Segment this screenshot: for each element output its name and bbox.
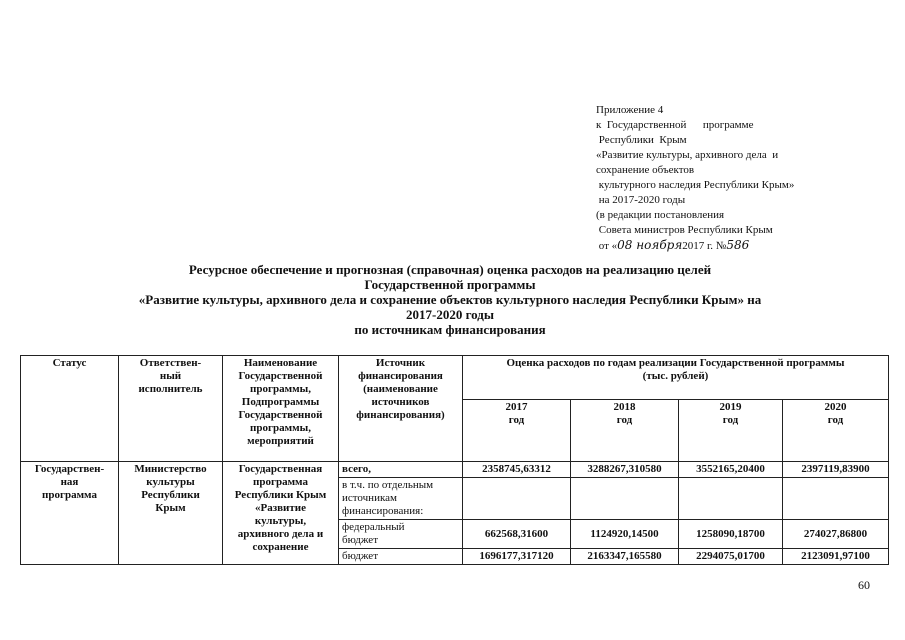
appendix-line: к Государственной программе: [596, 119, 754, 131]
appendix-line: «Развитие культуры, архивного дела и: [596, 149, 779, 161]
value-cell: 3288267,310580: [571, 462, 679, 478]
appendix-line: культурного наследия Республики Крым»: [596, 179, 795, 191]
row-executor: Министерство культуры Республики Крым: [119, 462, 223, 565]
value-cell: 1124920,14500: [571, 520, 679, 549]
handwritten-date: 08 ноября: [617, 238, 683, 252]
appendix-line: Совета министров Республики Крым: [596, 224, 773, 236]
row-name: Государственная программа Республики Крым «Развитие культуры, архивного дела и сохранение: [223, 462, 339, 565]
appendix-date-line: от «08 ноября2017 г. №586: [596, 238, 750, 252]
header-status: Статус: [21, 356, 119, 462]
value-cell: [679, 478, 783, 520]
appendix-block: [596, 103, 896, 254]
header-source: Источник финансирования (наименование источников финансирования): [339, 356, 463, 462]
value-cell: 2123091,97100: [783, 549, 889, 565]
title-line: 2017-2020 годы: [405, 307, 494, 322]
header-year-2018: 2018 год: [571, 400, 679, 462]
value-cell: [571, 478, 679, 520]
value-cell: 1696177,317120: [463, 549, 571, 565]
source-label: в т.ч. по отдельным источникам финансирования:: [339, 478, 463, 520]
title-line: «Развитие культуры, архивного дела и сохранение объектов культурного наследия Республики Крым» на: [138, 292, 762, 307]
appendix-line: Приложение 4: [596, 104, 664, 116]
header-executor: Ответствен- ный исполнитель: [119, 356, 223, 462]
header-name: Наименование Государственной программы, Подпрограммы Государственной программы, мероприятий: [223, 356, 339, 462]
header-estimate: Оценка расходов по годам реализации Государственной программы (тыс. рублей): [463, 356, 889, 400]
value-cell: 3552165,20400: [679, 462, 783, 478]
appendix-line: (в редакции постановления: [596, 209, 725, 221]
handwritten-number: 586: [726, 238, 750, 252]
header-year-2019: 2019 год: [679, 400, 783, 462]
document-title: [90, 262, 810, 337]
source-label: всего,: [339, 462, 463, 478]
value-cell: 2163347,165580: [571, 549, 679, 565]
appendix-line: на 2017-2020 годы: [596, 194, 686, 206]
value-cell: 662568,31600: [463, 520, 571, 549]
header-year-2020: 2020 год: [783, 400, 889, 462]
value-cell: 2294075,01700: [679, 549, 783, 565]
title-line: Ресурсное обеспечение и прогнозная (справочная) оценка расходов на реализацию целей: [188, 262, 712, 277]
title-line: по источникам финансирования: [354, 322, 546, 337]
value-cell: 1258090,18700: [679, 520, 783, 549]
value-cell: 2397119,83900: [783, 462, 889, 478]
appendix-line: сохранение объектов: [596, 164, 695, 176]
resource-table: [20, 355, 889, 565]
appendix-line: Республики Крым: [596, 134, 687, 146]
value-cell: 2358745,63312: [463, 462, 571, 478]
source-label: бюджет: [339, 549, 463, 565]
value-cell: 274027,86800: [783, 520, 889, 549]
page-number: 60: [858, 578, 870, 592]
row-status: Государствен- ная программа: [21, 462, 119, 565]
value-cell: [783, 478, 889, 520]
title-line: Государственной программы: [364, 277, 536, 292]
source-label: федеральный бюджет: [339, 520, 463, 549]
value-cell: [463, 478, 571, 520]
header-year-2017: 2017 год: [463, 400, 571, 462]
